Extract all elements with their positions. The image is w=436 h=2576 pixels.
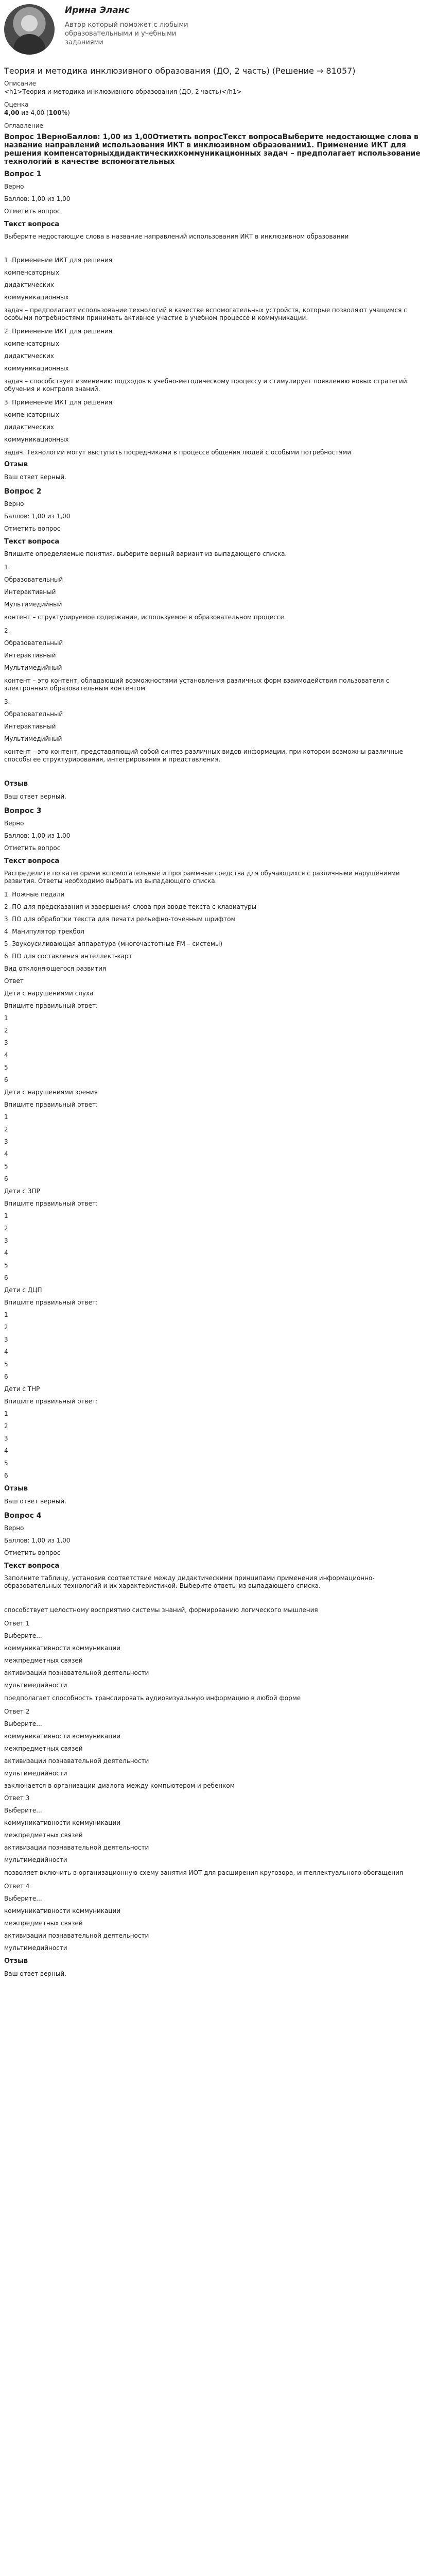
category-name: Дети с ДЦП bbox=[4, 1286, 42, 1294]
description-value: <h1>Теория и методика инклюзивного образования (ДО, 2 часть)</h1> bbox=[4, 88, 242, 95]
option-item[interactable]: межпредметных связей bbox=[4, 1920, 83, 1927]
answer-slot-label: Ответ 1 bbox=[4, 1620, 30, 1627]
category-name: Дети с нарушениями зрения bbox=[4, 1089, 98, 1096]
option-item[interactable]: мультимедийности bbox=[4, 1856, 67, 1863]
q1-title: Вопрос 1 bbox=[4, 170, 42, 178]
option-item[interactable]: активизации познавательной деятельности bbox=[4, 1669, 149, 1676]
q1-status: Верно bbox=[4, 183, 24, 190]
spacer bbox=[4, 244, 432, 254]
option-item[interactable]: коммуникативности коммуникации bbox=[4, 1645, 121, 1652]
q2-answer: Ваш ответ верный. bbox=[4, 793, 66, 800]
page-title: Теория и методика инклюзивного образования (ДО, 2 часть) (Решение → 81057) bbox=[4, 66, 356, 76]
list-item: контент – это контент, обладающий возможностями установления различных форм взаимодействия пользователя с электронным образовательным контентом bbox=[4, 677, 390, 692]
list-item[interactable]: коммуникационных bbox=[4, 436, 69, 443]
option-item[interactable]: мультимедийности bbox=[4, 1770, 67, 1777]
q3-answer: Ваш ответ верный. bbox=[4, 1498, 66, 1505]
q3-status: Верно bbox=[4, 820, 24, 827]
option-item[interactable]: активизации познавательной деятельности bbox=[4, 1844, 149, 1851]
option-item[interactable]: 4 bbox=[4, 1150, 8, 1158]
tool-item: 4. Манипулятор трекбол bbox=[4, 928, 84, 935]
list-item[interactable]: коммуникационных bbox=[4, 365, 69, 372]
characteristic-text: заключается в организации диалога между компьютером и ребенком bbox=[4, 1782, 235, 1789]
q2-status: Верно bbox=[4, 500, 24, 507]
option-item[interactable]: 2 bbox=[4, 1422, 8, 1430]
option-item[interactable]: 6 bbox=[4, 1373, 8, 1380]
list-item: 2. Применение ИКТ для решения bbox=[4, 328, 113, 335]
option-item[interactable]: 2 bbox=[4, 1126, 8, 1133]
option-item[interactable]: 2 bbox=[4, 1324, 8, 1331]
q2-answer-label: Отзыв bbox=[4, 780, 28, 788]
q3-points: Баллов: 1,00 из 1,00 bbox=[4, 832, 71, 839]
q4-answer: Ваш ответ верный. bbox=[4, 1970, 66, 1977]
option-item[interactable]: 6 bbox=[4, 1472, 8, 1479]
list-item: 3. bbox=[4, 698, 10, 705]
option-item[interactable]: 6 bbox=[4, 1175, 8, 1182]
option-item[interactable]: 4 bbox=[4, 1052, 8, 1059]
option-item[interactable]: 2 bbox=[4, 1225, 8, 1232]
answer-instruction: Впишите правильный ответ: bbox=[4, 1299, 98, 1306]
list-item: 3. Применение ИКТ для решения bbox=[4, 399, 113, 406]
list-item: 1. bbox=[4, 564, 10, 571]
select-placeholder[interactable]: Выберите... bbox=[4, 1807, 42, 1814]
q4-text-label: Текст вопроса bbox=[4, 1562, 60, 1570]
q1-prompt: Выберите недостающие слова в название направлений использования ИКТ в инклюзивном образовании bbox=[4, 233, 349, 240]
category-name: Дети с ЗПР bbox=[4, 1188, 40, 1195]
option-item[interactable]: 3 bbox=[4, 1138, 8, 1145]
option-item[interactable]: 2 bbox=[4, 1027, 8, 1034]
q3-title: Вопрос 3 bbox=[4, 807, 42, 815]
option-item[interactable]: 4 bbox=[4, 1348, 8, 1355]
answer-instruction: Впишите правильный ответ: bbox=[4, 1398, 98, 1405]
author-description: Автор который поможет с любыми образовательными и учебными заданиями bbox=[65, 21, 188, 46]
q4-prompt: Заполните таблицу, установив соответствие между дидактическими принципами применения информационно-образовательных технологий и их характеристикой. Выберите ответы из выпадающего списка. bbox=[4, 1574, 375, 1589]
option-item[interactable]: 3 bbox=[4, 1237, 8, 1244]
q2-text-label: Текст вопроса bbox=[4, 538, 60, 546]
option-item[interactable]: 3 bbox=[4, 1039, 8, 1046]
q4-title: Вопрос 4 bbox=[4, 1512, 42, 1520]
q3-answer-label: Отзыв bbox=[4, 1485, 28, 1493]
tool-item: 3. ПО для обработки текста для печати рельефно-точечным шрифтом bbox=[4, 916, 236, 923]
list-item: контент – структурируемое содержание, используемое в образовательном процессе. bbox=[4, 614, 286, 621]
answer-instruction: Впишите правильный ответ: bbox=[4, 1101, 98, 1108]
select-placeholder[interactable]: Выберите... bbox=[4, 1632, 42, 1639]
answer-slot-label: Ответ 3 bbox=[4, 1794, 30, 1802]
list-item[interactable]: Мультимедийный bbox=[4, 664, 62, 671]
list-item[interactable]: Мультимедийный bbox=[4, 735, 62, 742]
list-item[interactable]: компенсаторных bbox=[4, 340, 60, 347]
option-item[interactable]: 3 bbox=[4, 1336, 8, 1343]
q1-answer: Ваш ответ верный. bbox=[4, 473, 66, 481]
q2-points: Баллов: 1,00 из 1,00 bbox=[4, 513, 71, 520]
option-item[interactable]: 1 bbox=[4, 1311, 8, 1318]
q3-flag-link[interactable]: Отметить вопрос bbox=[4, 844, 61, 852]
option-item[interactable]: 1 bbox=[4, 1410, 8, 1417]
author-header bbox=[4, 4, 432, 55]
q4-status: Верно bbox=[4, 1524, 24, 1532]
list-item[interactable]: Образовательный bbox=[4, 639, 63, 647]
q2-title: Вопрос 2 bbox=[4, 487, 42, 496]
option-item[interactable]: 1 bbox=[4, 1212, 8, 1219]
option-item[interactable]: межпредметных связей bbox=[4, 1657, 83, 1664]
tool-item: 1. Ножные педали bbox=[4, 891, 65, 898]
tool-item: 6. ПО для составления интеллект-карт bbox=[4, 953, 132, 960]
option-item[interactable]: активизации познавательной деятельности bbox=[4, 1932, 149, 1939]
q1-text-label: Текст вопроса bbox=[4, 221, 60, 228]
list-item: задач – способствует изменению подходов к учебно-методическому процессу и стимулирует появлению новых стратегий обучения и контроля знаний. bbox=[4, 378, 407, 393]
q4-answer-label: Отзыв bbox=[4, 1957, 28, 1965]
characteristic-text: способствует целостному восприятию системы знаний, формированию логического мышления bbox=[4, 1606, 318, 1614]
list-item[interactable]: дидактических bbox=[4, 281, 55, 289]
category-header: Вид отклоняющегося развития bbox=[4, 965, 107, 972]
spacer bbox=[4, 767, 432, 777]
option-item[interactable]: 4 bbox=[4, 1249, 8, 1257]
spacer bbox=[4, 1593, 432, 1603]
option-item[interactable]: 5 bbox=[4, 1064, 8, 1071]
select-placeholder[interactable]: Выберите... bbox=[4, 1895, 42, 1902]
list-item[interactable]: Мультимедийный bbox=[4, 601, 62, 608]
list-item[interactable]: Интерактивный bbox=[4, 652, 56, 659]
answer-instruction: Впишите правильный ответ: bbox=[4, 1200, 98, 1207]
q3-prompt: Распределите по категориям вспомогательные и программные средства для обучающихся с различными нарушениями развития. Ответы необходимо выбрать из выпадающего списка. bbox=[4, 870, 400, 885]
list-item: задач. Технологии могут выступать посредниками в процессе общения людей с особыми потребностями bbox=[4, 449, 352, 456]
description-label: Описание bbox=[4, 80, 37, 87]
list-item[interactable]: Образовательный bbox=[4, 710, 63, 718]
answer-slot-label: Ответ 2 bbox=[4, 1708, 30, 1715]
option-item[interactable]: 5 bbox=[4, 1460, 8, 1467]
q3-text-label: Текст вопроса bbox=[4, 857, 60, 865]
option-item[interactable]: 5 bbox=[4, 1361, 8, 1368]
author-name[interactable]: Ирина Эланс bbox=[65, 5, 130, 15]
list-item[interactable]: компенсаторных bbox=[4, 411, 60, 418]
option-item[interactable]: коммуникативности коммуникации bbox=[4, 1733, 121, 1740]
score-label: Оценка bbox=[4, 101, 29, 108]
score-value: 4,00 из 4,00 (100%) bbox=[4, 109, 70, 116]
option-item[interactable]: коммуникативности коммуникации bbox=[4, 1907, 121, 1914]
option-item[interactable]: 3 bbox=[4, 1435, 8, 1442]
q2-prompt: Впишите определяемые понятия. выберите верный вариант из выпадающего списка. bbox=[4, 550, 287, 557]
list-item[interactable]: Интерактивный bbox=[4, 723, 56, 730]
option-item[interactable]: 6 bbox=[4, 1274, 8, 1281]
option-item[interactable]: межпредметных связей bbox=[4, 1745, 83, 1752]
answer-slot-label: Ответ 4 bbox=[4, 1883, 30, 1890]
option-item[interactable]: межпредметных связей bbox=[4, 1832, 83, 1839]
list-item[interactable]: дидактических bbox=[4, 352, 55, 360]
option-item[interactable]: 4 bbox=[4, 1447, 8, 1454]
tool-item: 2. ПО для предсказания и завершения слова при вводе текста с клавиатуры bbox=[4, 903, 257, 910]
option-item[interactable]: 1 bbox=[4, 1113, 8, 1121]
characteristic-text: предполагает способность транслировать аудиовизуальную информацию в любой форме bbox=[4, 1694, 301, 1702]
option-item[interactable]: мультимедийности bbox=[4, 1944, 67, 1952]
category-name: Дети с нарушениями слуха bbox=[4, 990, 94, 997]
q1-flag-link[interactable]: Отметить вопрос bbox=[4, 208, 61, 215]
option-item[interactable]: 1 bbox=[4, 1014, 8, 1022]
option-item[interactable]: 5 bbox=[4, 1163, 8, 1170]
tool-item: 5. Звукоусиливающая аппаратура (многочастотные FM – системы) bbox=[4, 940, 223, 947]
option-item[interactable]: мультимедийности bbox=[4, 1682, 67, 1689]
list-item[interactable]: Образовательный bbox=[4, 576, 63, 583]
list-item[interactable]: компенсаторных bbox=[4, 269, 60, 276]
list-item[interactable]: коммуникационных bbox=[4, 294, 69, 301]
toc-label: Оглавление bbox=[4, 122, 43, 129]
answer-instruction: Впишите правильный ответ: bbox=[4, 1002, 98, 1009]
answer-label: Ответ bbox=[4, 977, 24, 985]
select-placeholder[interactable]: Выберите... bbox=[4, 1720, 42, 1727]
q1-points: Баллов: 1,00 из 1,00 bbox=[4, 195, 71, 202]
avatar bbox=[4, 4, 55, 55]
list-item: 2. bbox=[4, 627, 10, 634]
toc-text: Вопрос 1ВерноБаллов: 1,00 из 1,00Отметить вопросТекст вопросаВыберите недостающие слова в название направлений использования ИКТ в инклюзивном образовании1. Применение ИКТ для решения компенсаторныхдидактическихкоммуникационных задач – предполагает использование технологий в качестве вспомогательных bbox=[4, 133, 421, 166]
list-item[interactable]: Интерактивный bbox=[4, 588, 56, 596]
q2-flag-link[interactable]: Отметить вопрос bbox=[4, 525, 61, 532]
option-item[interactable]: активизации познавательной деятельности bbox=[4, 1757, 149, 1765]
option-item[interactable]: коммуникативности коммуникации bbox=[4, 1819, 121, 1826]
option-item[interactable]: 6 bbox=[4, 1076, 8, 1083]
list-item: 1. Применение ИКТ для решения bbox=[4, 257, 113, 264]
list-item: контент – это контент, представляющий собой синтез различных видов информации, при котором возможны различные способы ее структурирования, интегрирования и представления. bbox=[4, 748, 404, 763]
q1-answer-label: Отзыв bbox=[4, 461, 28, 468]
category-name: Дети с ТНР bbox=[4, 1385, 40, 1393]
q4-points: Баллов: 1,00 из 1,00 bbox=[4, 1537, 71, 1544]
list-item: задач – предполагает использование технологий в качестве вспомогательных устройств, которые позволяют учащимся с особыми потребностями принимать активное участие в учебном процессе и коммуникации. bbox=[4, 307, 407, 321]
q4-flag-link[interactable]: Отметить вопрос bbox=[4, 1549, 61, 1556]
characteristic-text: позволяет включить в организационную схему занятия ИОТ для расширения кругозора, интеллектуального обогащения bbox=[4, 1869, 404, 1876]
list-item[interactable]: дидактических bbox=[4, 423, 55, 431]
option-item[interactable]: 5 bbox=[4, 1262, 8, 1269]
